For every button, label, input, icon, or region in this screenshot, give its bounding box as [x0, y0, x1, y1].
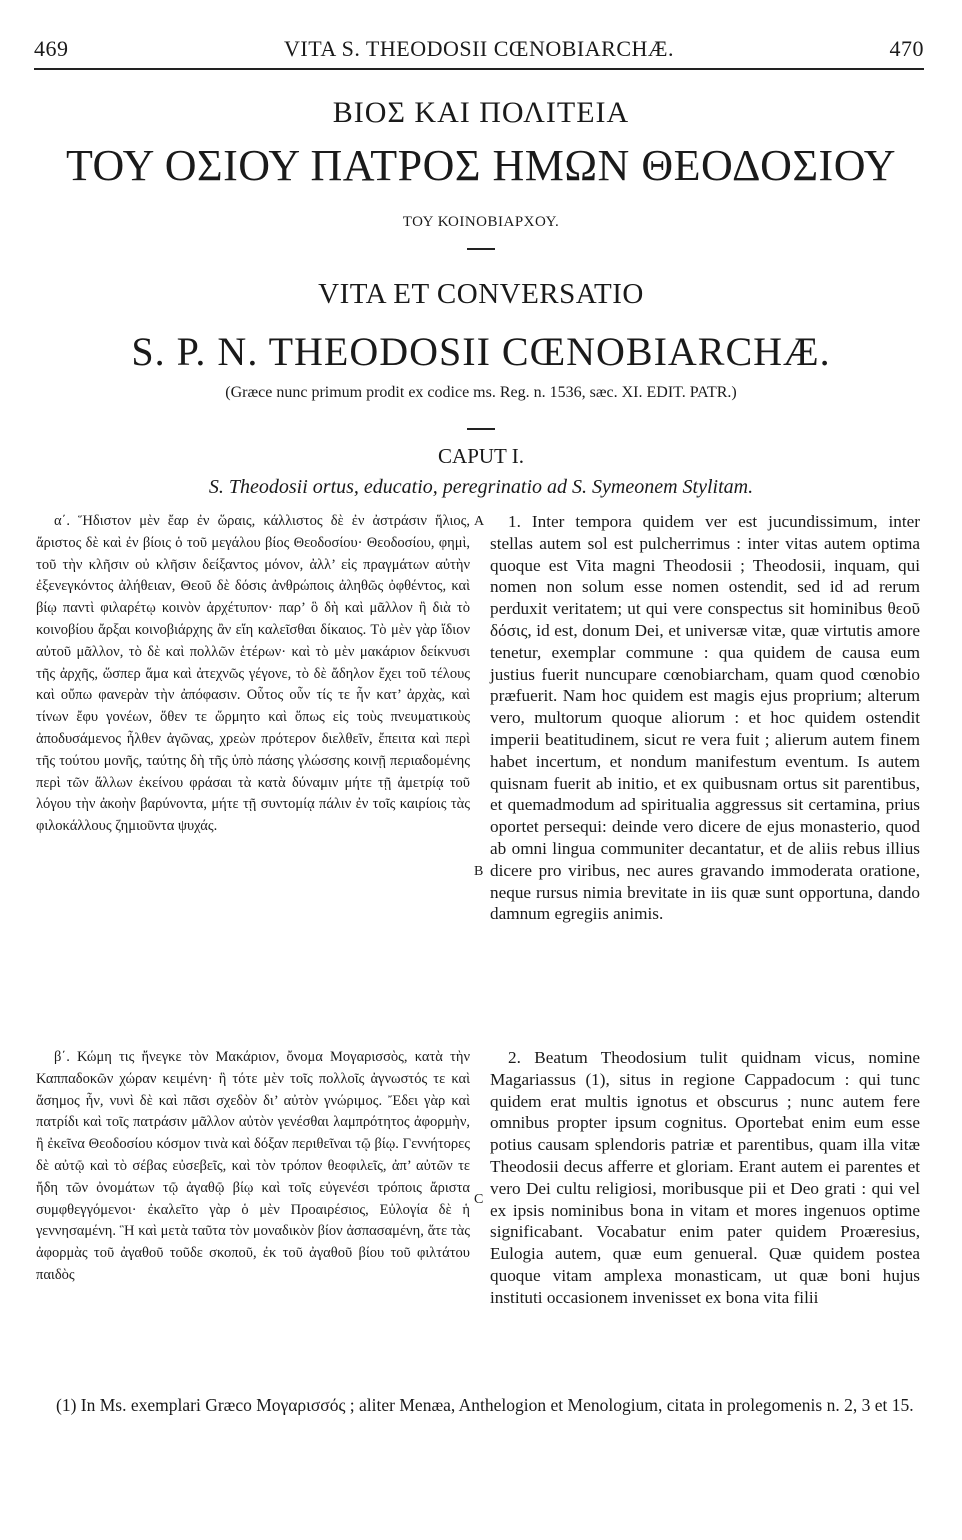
latin-title-line-2: S. P. N. THEODOSII CŒNOBIARCHÆ. [131, 329, 831, 374]
latin-paragraph: 1. Inter tempora quidem ver est jucundissimum, inter stellas autem sol est pulcherrimus : inter vitas autem optima quoque est Vita magni Theodosii ; Theodosii, inquam, qui nomen non solum esse nomen ostendit, sed id ad rerum perduxit veritatem; ut qui vere conspectus sit hominibus θεοῦ δόσις, id est, donum Dei, et universæ vitæ, quæ virtutis amore tenetur, exemplar commune : qua quidem de causa eum justius fuerit nuncupare cœnobiarcham, quam quod cœnobio præfuerit. Nam hoc quidem est magis ejus proprium; alterum vero, multorum quoque aliorum : et hoc quidem ostendit imperii beatitudinem, sicut re vera fuit ; alierum autem finem habet incertum, et nondum manifestum eventum. Is autem quisnam fuerit ab initio, et ex quibusnam ortus sit parentibus, et quemadmodum ad spiritualia aggressus sit certamina, prius oportet persequi: deinde vero dicere de ejus monasterio, quod ab omni lingua communiter decantatur, et de aliis rebus illius dicere pro viribus, nec aures gravando immoderata oratione, neque rursus nimia brevitate in iis quæ sunt opportuna, dando damnum egregiis animis. [490, 512, 920, 924]
margin-letter-b: B [474, 864, 484, 879]
greek-column-paragraph-2 [36, 1047, 470, 1287]
edition-note: (Græce nunc primum prodit ex codice ms. Reg. n. 1536, sæc. XI. EDIT. PATR.) [225, 384, 737, 401]
chapter-divider [467, 428, 495, 430]
latin-title-line-1: VITA ET CONVERSATIO [318, 278, 644, 310]
running-header [34, 34, 924, 70]
page-number-left: 469 [34, 36, 69, 61]
greek-title-line-1: ΒΙΟΣ ΚΑΙ ΠΟΛΙΤΕΙΑ [332, 96, 630, 129]
running-title: VITA S. THEODOSII CŒNOBIARCHÆ. [284, 36, 674, 61]
chapter-subtitle: S. Theodosii ortus, educatio, peregrinatio ad S. Symeonem Stylitam. [208, 476, 754, 498]
chapter-heading: CAPUT I. [438, 444, 524, 468]
greek-title-line-3: ΤΟΥ ΚΟΙΝΟΒΙΑΡΧΟΥ. [402, 214, 560, 230]
margin-letter-a: A [474, 514, 485, 529]
margin-letter-c: C [474, 1192, 484, 1207]
footnote: (1) In Ms. exemplari Græco Μογαρισσός ; aliter Menæa, Anthelogion et Menologium, citata in prolegomenis n. 2, 3 et 15. [56, 1395, 914, 1415]
title-divider [467, 248, 495, 250]
latin-paragraph: 2. Beatum Theodosium tulit quidnam vicus, nomine Magariassus (1), situs in regione Cappadocum : qui tunc quidem erat multis ignotus et obscurus ; nunc autem fere omnibus propter ipsum cognitus. Oportebat enim eum esse potius causam splendoris patriæ et parentibus, quam illa vitæ Theodosii decus afferre et gloriam. Erant autem ei parentes et vero Dei cultu religiosi, moribusque pii et Deo grati : qui vel ex ipsis nominibus bona in vitam et mores ingenuos optime significabant. Vocabatur enim pater quidem Proæresius, Eulogia autem, quæ eum genueral. Quæ quidem postea quoque vitam amplexa monasticam, ut quæ boni hujus instituti occasionem invenisset ex bona vita filii [490, 1048, 920, 1307]
greek-paragraph: β΄. Κώμη τις ἤνεγκε τὸν Μακάριον, ὄνομα Μογαρισσὸς, κατὰ τὴν Καππαδοκῶν χώραν κειμένη· ἣ τότε μὲν τοῖς πολλοῖς ἀγνωστός τε καὶ ἄσημος ἦν, νυνὶ δὲ καὶ πᾶσι σχεδὸν δι’ αὐτὸν γνώριμος. Ἔδει γὰρ καὶ πατρίδι καὶ τοῖς πατράσιν μᾶλλον αὐτὸν γενέσθαι λαμπρότητος ἀφορμὴν, ἢ ἐκεῖνα Θεοδοσίου κόσμον τινὰ καὶ δόξαν περιθεῖναι τῷ βίῳ. Γεννήτορες δὲ αὐτῷ καὶ τὸ σέβας εὐσεβεῖς, καὶ τὸν τρόπον θεοφιλεῖς, ἀπ’ αὐτῶν τε ἤδη τῶν ὀνομάτων τῷ ἀγαθῷ βίῳ καὶ τοῖς εὐγενέσι τρόποις ἄριστα συμφθεγγόμενοι· ἐκαλεῖτο γὰρ ὁ μὲν Προαιρέσιος, Εὐλογία δὲ ἡ γεννησαμένη. Ἣ καὶ μετὰ ταῦτα τὸν μοναδικὸν βίον ἀσπασαμένη, ἅτε τὰς ἀφορμὰς τοῦ ἀγαθοῦ τοῦδε σκοποῦ, ἐκ τοῦ ἀγαθοῦ βίου τοῦ φιλτάτου παιδὸς [36, 1049, 470, 1283]
greek-column-paragraph-1 [36, 511, 470, 838]
latin-column-paragraph-1 [490, 511, 920, 925]
greek-paragraph: α΄. Ἥδιστον μὲν ἔαρ ἐν ὥραις, κάλλιστος δὲ ἐν ἀστράσιν ἥλιος, ἄριστος δὲ καὶ ἐν βίοις ὁ τοῦ μεγάλου βίος Θεοδοσίου· Θεοδοσίου, φημὶ, τοῦ τὴν κλῆσιν οὐ κλῆσιν δείξαντος μόνον, ἀλλ’ εἰς πραγμάτων αὐτὴν ἐξενεγκόντος ἀλήθειαν, Θεοῦ δὲ δόσις ἀνθρώποις ἀληθῶς ὀφθέντος, καὶ βίῳ παντὶ φιλαρέτῳ κοινὸν ἀρχέτυπον· παρ’ ὃ δὴ καὶ μᾶλλον ἢ διὰ τὸ κοινοβίου ἄρξαι κοινοβιάρχης ἂν εἴη καλεῖσθαι δίκαιος. Τὸ μὲν γὰρ ἴδιον αὐτοῦ μᾶλλον, τὸ δὲ καὶ πολλῶν ἑτέρων· καὶ τὸ μὲν μακάριον δείκνυσι τῆς ἀρχῆς, ὥσπερ ἅμα καὶ ἀτεχνῶς γέγονε, τὸ δὲ ἄδηλον ἔχει τοῦ τέλους καὶ οὔπω φανερὰν τὴν ἀπόφασιν. Οὗτος οὖν τίς τε ἦν κατ’ ἀρχὰς, καὶ τίνων ἔφυ γονέων, ὅθεν τε ὥρμητο καὶ ὅπως εἰς τοὺς πνευματικοὺς ἀποδυσάμενος ἦλθεν ἀγῶνας, χρεὼν πρότερον διελθεῖν, ἔπειτα καὶ περὶ τῆς τούτου μονῆς, ταύτης δὴ τῆς ὑπὸ πάσης γλώσσης κοινῇ περιαδομένης περὶ τῶν ἄλλων ἐκείνου φράσαι τὰ κατὰ δύναμιν μήτε τῇ ἀμετρίᾳ τοῦ λόγου τὴν ἀκοὴν βαρύνοντα, μήτε τῇ συντομίᾳ πάλιν ἐν τοῖς καιρίοις τὰς φιλοκάλλους ζημιοῦντα ψυχάς. [36, 513, 470, 835]
page-number-right: 470 [889, 36, 924, 61]
latin-column-paragraph-2 [490, 1047, 920, 1309]
greek-title-line-2: ΤΟΥ ΟΣΙΟΥ ΠΑΤΡΟΣ ΗΜΩΝ ΘΕΟΔΟΣΙΟΥ [65, 141, 897, 190]
